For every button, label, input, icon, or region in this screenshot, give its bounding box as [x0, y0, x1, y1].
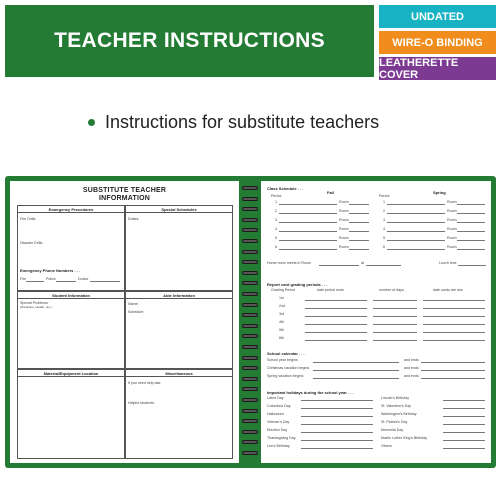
binding-coil	[242, 356, 258, 360]
blank-line	[279, 204, 337, 205]
binding-coil	[242, 419, 258, 423]
period-number: 2	[275, 209, 277, 213]
blank-line	[387, 231, 445, 232]
planner-image	[5, 176, 496, 468]
section-heading: Material/Equipment Location	[18, 370, 124, 377]
blank-line	[387, 222, 445, 223]
blank-line	[443, 400, 485, 401]
field-label: Helpful students:	[128, 401, 155, 405]
binding-coil	[242, 239, 258, 243]
room-label: Room	[447, 236, 457, 240]
blank-line	[301, 448, 373, 449]
blank-line	[457, 213, 485, 214]
title-banner	[5, 5, 374, 77]
blank-line	[443, 440, 485, 441]
blank-line	[301, 400, 373, 401]
period-number: 3	[383, 218, 385, 222]
section-heading: Emergency Procedures	[18, 206, 124, 213]
home-room-label: Home room meets in Room	[267, 261, 311, 265]
page-title: TEACHER INSTRUCTIONS	[54, 29, 325, 52]
binding-coil	[242, 324, 258, 328]
field-label: Schedule:	[128, 310, 144, 314]
column-label: number of days	[379, 288, 404, 292]
binding-coil	[242, 250, 258, 254]
blank-line	[301, 424, 373, 425]
holiday-label: Memorial Day	[381, 428, 404, 432]
blank-line	[349, 249, 369, 250]
grading-period-label: 5th	[279, 328, 284, 332]
holiday-label: Martin Luther King's Birthday	[381, 436, 428, 440]
holidays-heading: Important holidays during the school year . . .	[267, 390, 354, 395]
binding-coil	[242, 313, 258, 317]
grading-period-label: 4th	[279, 320, 284, 324]
blank-line	[279, 249, 337, 250]
field-label: Duties:	[128, 217, 140, 221]
binding-coil	[242, 398, 258, 402]
blank-line	[301, 432, 373, 433]
blank-line	[301, 408, 373, 409]
blank-line	[423, 308, 485, 309]
binding-coil	[242, 218, 258, 222]
blank-line	[423, 300, 485, 301]
blank-line	[423, 324, 485, 325]
school-calendar-heading: School calendar . . .	[267, 351, 305, 356]
period-label: Period	[271, 194, 282, 198]
blank-line	[443, 408, 485, 409]
blank-line	[423, 316, 485, 317]
period-number: 5	[275, 236, 277, 240]
blank-line	[387, 240, 445, 241]
period-number: 3	[275, 218, 277, 222]
binding-coil	[242, 260, 258, 264]
class-schedule-heading: Class Schedule . . .	[267, 186, 304, 191]
blank-line	[279, 240, 337, 241]
blank-line	[305, 332, 367, 333]
section-heading: Aide Information	[126, 292, 232, 299]
right-page	[261, 181, 491, 463]
field-sublabel: (Discipline, Health, etc.)	[20, 305, 52, 309]
blank-line	[279, 231, 337, 232]
at-label: at	[361, 261, 364, 265]
holiday-label: St. Valentine's Day	[381, 404, 411, 408]
holiday-label: Election Day	[267, 428, 288, 432]
binding-coil	[242, 207, 258, 211]
field-label: Disaster Drills:	[20, 241, 44, 245]
miscellaneous-box	[125, 369, 233, 459]
blank-line	[373, 300, 417, 301]
period-number: 6	[275, 245, 277, 249]
bullet-icon	[88, 119, 95, 126]
holiday-label: Halloween	[267, 412, 284, 416]
binding-coil	[242, 451, 258, 455]
blank-line	[457, 204, 485, 205]
blank-line	[305, 316, 367, 317]
column-label: Grading Period	[271, 288, 296, 292]
blank-line	[279, 222, 337, 223]
calendar-label: School year begins	[267, 358, 298, 362]
blank-line	[421, 362, 485, 363]
blank-line	[443, 448, 485, 449]
period-number: 2	[383, 209, 385, 213]
room-label: Room	[339, 236, 349, 240]
blank-line	[443, 432, 485, 433]
binding-coil	[242, 334, 258, 338]
title-line-1: SUBSTITUTE TEACHER	[82, 187, 167, 194]
blank-line	[443, 416, 485, 417]
blank-line	[349, 213, 369, 214]
period-number: 1	[383, 200, 385, 204]
blank-line	[423, 340, 485, 341]
period-number: 5	[383, 236, 385, 240]
and-ends-label: and ends	[404, 366, 419, 370]
left-page	[10, 181, 239, 463]
room-label: Room	[339, 218, 349, 222]
aide-information-box	[125, 291, 233, 369]
column-label: date cards are due	[433, 288, 463, 292]
blank-line	[301, 416, 373, 417]
section-heading: Miscellaneous	[126, 370, 232, 377]
holiday-label: Labor Day	[267, 396, 284, 400]
cover-badge: LEATHERETTE COVER	[379, 57, 496, 80]
period-number: 1	[275, 200, 277, 204]
holiday-label: Thanksgiving Day	[267, 436, 296, 440]
blank-line	[301, 440, 373, 441]
holiday-label: Others	[381, 444, 392, 448]
holiday-label: Lincoln's Birthday	[381, 396, 410, 400]
blank-line	[421, 370, 485, 371]
emergency-procedures-box	[17, 205, 125, 291]
student-information-box	[17, 291, 125, 369]
blank-line	[421, 378, 485, 379]
section-heading: Student Information	[18, 292, 124, 299]
blank-line	[305, 340, 367, 341]
blank-line	[305, 308, 367, 309]
binding-coil	[242, 366, 258, 370]
blank-line	[349, 240, 369, 241]
blank-line	[313, 370, 399, 371]
blank-line	[423, 332, 485, 333]
binding-coil	[242, 186, 258, 190]
lunch-time-label: Lunch time	[439, 261, 457, 265]
blank-line	[349, 204, 369, 205]
binding-coil	[242, 281, 258, 285]
blank-line	[305, 324, 367, 325]
wire-o-binding	[240, 184, 260, 464]
field-label: Police	[46, 277, 56, 281]
binding-coil	[242, 271, 258, 275]
blank-line	[349, 222, 369, 223]
binding-coil	[242, 409, 258, 413]
binding-coil	[242, 440, 258, 444]
grading-period-label: 1st	[279, 296, 284, 300]
holiday-label: Veteran's Day	[267, 420, 290, 424]
blank-line	[457, 249, 485, 250]
room-label: Room	[339, 245, 349, 249]
holiday-label: Lee's Birthday	[267, 444, 290, 448]
room-label: Room	[339, 227, 349, 231]
blank-line	[349, 231, 369, 232]
feature-bullet	[88, 112, 379, 133]
field-label: If you need help ask:	[128, 381, 162, 385]
blank-line	[457, 240, 485, 241]
and-ends-label: and ends	[404, 374, 419, 378]
period-number: 4	[383, 227, 385, 231]
holiday-label: St. Patrick's Day	[381, 420, 408, 424]
field-label: Special Problems	[20, 301, 48, 305]
blank-line	[313, 378, 399, 379]
room-label: Room	[339, 209, 349, 213]
blank-line	[457, 222, 485, 223]
feature-text: Instructions for substitute teachers	[105, 112, 380, 132]
blank-line	[373, 308, 417, 309]
binding-coil	[242, 430, 258, 434]
calendar-label: Christmas vacation begins	[267, 366, 310, 370]
binding-coil	[242, 387, 258, 391]
binding-coil	[242, 377, 258, 381]
special-schedules-box	[125, 205, 233, 291]
blank-line	[305, 300, 367, 301]
blank-line	[443, 424, 485, 425]
fall-heading: Fall	[327, 190, 334, 195]
title-line-2: INFORMATION	[98, 195, 151, 202]
period-number: 4	[275, 227, 277, 231]
blank-line	[279, 213, 337, 214]
blank-line	[387, 204, 445, 205]
room-label: Room	[447, 209, 457, 213]
field-label: Doctor	[78, 277, 89, 281]
material-location-box	[17, 369, 125, 459]
binding-coil	[242, 228, 258, 232]
spring-heading: Spring	[433, 190, 446, 195]
room-label: Room	[447, 245, 457, 249]
field-label: Fire	[20, 277, 27, 281]
blank-line	[457, 231, 485, 232]
blank-line	[373, 324, 417, 325]
binding-coil	[242, 292, 258, 296]
blank-line	[387, 213, 445, 214]
room-label: Room	[447, 227, 457, 231]
holiday-label: Washington's Birthday	[381, 412, 417, 416]
blank-line	[313, 362, 399, 363]
binding-badge: WIRE-O BINDING	[379, 31, 496, 54]
room-label: Room	[339, 200, 349, 204]
blank-line	[373, 340, 417, 341]
undated-badge: UNDATED	[379, 5, 496, 28]
calendar-label: Spring vacation begins	[267, 374, 304, 378]
report-card-heading: Report card grading periods . . .	[267, 282, 328, 287]
field-label: Name:	[128, 302, 139, 306]
room-label: Room	[447, 200, 457, 204]
period-label: Period	[379, 194, 390, 198]
grading-period-label: 3rd	[279, 312, 285, 316]
holiday-label: Columbus Day	[267, 404, 291, 408]
blank-line	[373, 332, 417, 333]
binding-coil	[242, 303, 258, 307]
column-label: date period ends	[317, 288, 344, 292]
blank-line	[373, 316, 417, 317]
section-heading: Special Schedules	[126, 206, 232, 213]
binding-coil	[242, 345, 258, 349]
binding-coil	[242, 197, 258, 201]
substitute-info-title	[10, 187, 239, 203]
period-number: 6	[383, 245, 385, 249]
room-label: Room	[447, 218, 457, 222]
grading-period-label: 2nd	[279, 304, 285, 308]
field-label: Fire Drills:	[20, 217, 37, 221]
blank-line	[387, 249, 445, 250]
grading-period-label: 6th	[279, 336, 284, 340]
and-ends-label: and ends	[404, 358, 419, 362]
field-label: Emergency Phone Numbers . . .	[20, 268, 81, 273]
